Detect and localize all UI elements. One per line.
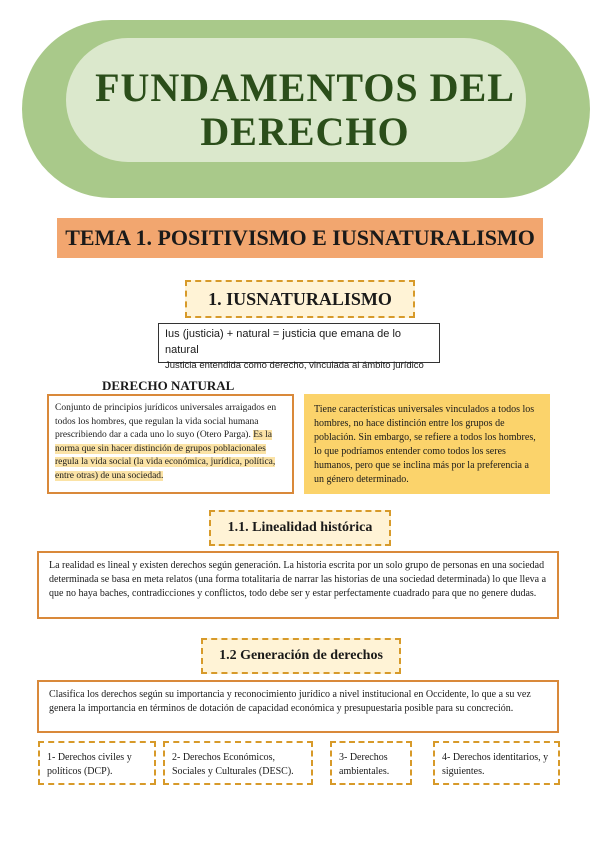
generation-item-label: 1- Derechos civiles y políticos (DCP). (47, 752, 132, 777)
page-title-line1: FUNDAMENTOS DEL (95, 65, 515, 110)
generation-item-label: 2- Derechos Económicos, Sociales y Culturales (DESC). (172, 752, 294, 777)
section-heading-iusnaturalismo (185, 280, 415, 318)
derecho-natural-label: DERECHO NATURAL (102, 378, 235, 393)
generation-item (330, 741, 412, 785)
section-heading-label: 1.1. Linealidad histórica (227, 520, 373, 535)
characteristics-text: Tiene características universales vinculados a todos los hombres, no hace distinción entre los grupos de población. Sin embargo, se refiere a todos los hombres, lo que podríamos entender como todos los seres humanos, pero que se inclina más por la preferencia a un género determinado. (314, 404, 536, 485)
generacion-text-box (37, 680, 559, 733)
definition-text: Conjunto de principios jurídicos universales arraigados en todos los hombres, que regulan la vida social humana prescribiendo dar a cada uno lo suyo (Otero Parga). (55, 403, 277, 440)
characteristics-box (304, 394, 550, 494)
generation-item (433, 741, 560, 785)
generacion-text: Clasifica los derechos según su importancia y reconocimiento jurídico a nivel institucional en Occidente, lo que a su vez genera la importancia en términos de dotación de capacidad económica y presupuestaria posible para su concreción. (49, 689, 531, 714)
section-heading-label: 1.2 Generación de derechos (219, 648, 383, 663)
generation-item (163, 741, 313, 785)
highlighted-text: Es la norma que sin hacer distinción de grupos poblacionales regula la vida social (la vida económica, jurídica, política, entre otras) de una sociedad. (55, 430, 276, 481)
generation-item (38, 741, 156, 785)
definition-box (158, 323, 440, 371)
linealidad-text: La realidad es lineal y existen derechos según generación. La historia escrita por un solo grupo de personas en una sociedad determinada se basa en meta relatos (una forma totalitaria de narrar las historias de una sociedad determinada) lo que lleva a que no haya baches, contradicciones y conflictos, todo debe ser y estar perfectamente cuadrado para que no genere dudas. (49, 560, 547, 599)
page-title (60, 66, 550, 154)
section-heading-linealidad (209, 510, 391, 546)
section-heading-label: 1. IUSNATURALISMO (208, 288, 392, 309)
generation-item-label: 3- Derechos ambientales. (339, 752, 390, 777)
tema-title: TEMA 1. POSITIVISMO E IUSNATURALISMO (65, 225, 535, 250)
page-title-line2: DERECHO (200, 109, 410, 154)
definition-line2: Justicia entendida como derecho, vinculada al ámbito jurídico (165, 360, 424, 371)
section-heading-generacion (201, 638, 401, 674)
linealidad-text-box (37, 551, 559, 619)
generation-item-label: 4- Derechos identitarios, y siguientes. (442, 752, 549, 777)
derecho-natural-definition (47, 394, 294, 494)
definition-line1: Ius (justicia) + natural = justicia que emana de lo natural (165, 328, 402, 356)
tema-banner (57, 218, 543, 258)
